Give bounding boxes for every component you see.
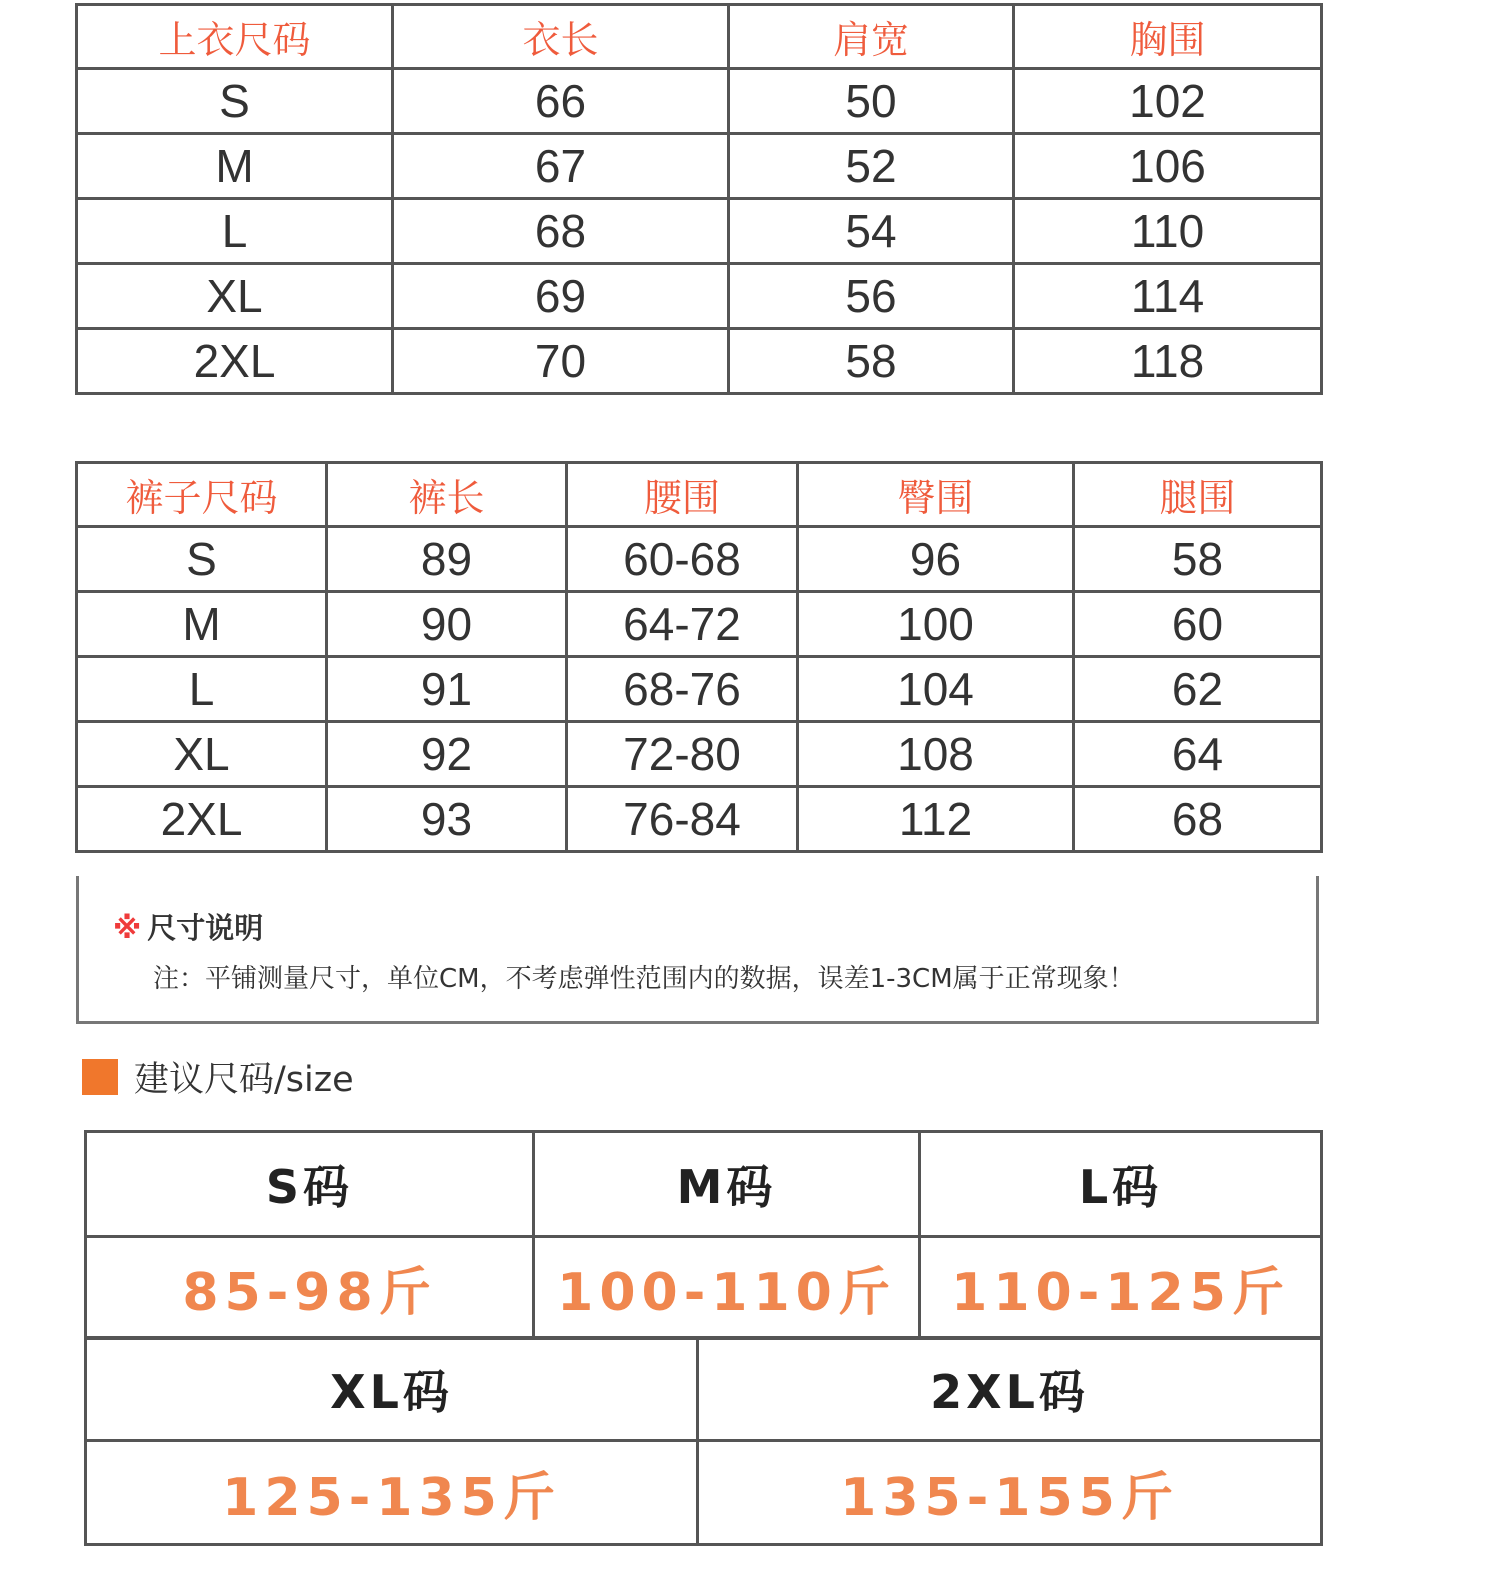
table-cell: 108 [798, 722, 1074, 787]
recommend-section-heading [82, 1055, 354, 1099]
pants-table-header-row [77, 463, 1322, 527]
top-header-chest: 胸围 [1014, 5, 1322, 69]
table-cell: 90 [327, 592, 567, 657]
table-cell: 58 [1074, 527, 1322, 592]
table-row [86, 1441, 1322, 1545]
recommend-weight-xl: 125-135斤 [86, 1441, 698, 1545]
table-cell: XL [77, 264, 393, 329]
table-row [86, 1338, 1322, 1441]
table-cell: 110 [1014, 199, 1322, 264]
pants-header-size: 裤子尺码 [77, 463, 327, 527]
orange-square-icon [82, 1059, 118, 1095]
table-cell: 100 [798, 592, 1074, 657]
table-cell: 67 [393, 134, 729, 199]
size-note-title [113, 906, 263, 947]
top-header-shoulder: 肩宽 [729, 5, 1014, 69]
table-cell: 68 [1074, 787, 1322, 852]
table-cell: 92 [327, 722, 567, 787]
table-cell: 93 [327, 787, 567, 852]
top-header-size: 上衣尺码 [77, 5, 393, 69]
recommend-weight-s: 85-98斤 [86, 1237, 534, 1339]
table-row [86, 1132, 1322, 1237]
pants-header-waist: 腰围 [567, 463, 798, 527]
table-cell: 91 [327, 657, 567, 722]
recommend-weight-2xl: 135-155斤 [698, 1441, 1322, 1545]
pants-header-thigh: 腿围 [1074, 463, 1322, 527]
top-size-table [75, 3, 1323, 395]
size-note-box [76, 876, 1319, 1024]
top-header-length: 衣长 [393, 5, 729, 69]
table-cell: L [77, 199, 393, 264]
table-cell: 70 [393, 329, 729, 394]
table-cell: 62 [1074, 657, 1322, 722]
table-cell: 112 [798, 787, 1074, 852]
table-cell: 60 [1074, 592, 1322, 657]
recommend-size-m: M码 [534, 1132, 920, 1237]
table-cell: M [77, 134, 393, 199]
table-cell: 89 [327, 527, 567, 592]
table-cell: 106 [1014, 134, 1322, 199]
table-row [77, 787, 1322, 852]
recommend-size-l: L码 [920, 1132, 1322, 1237]
table-cell: 68 [393, 199, 729, 264]
table-row [86, 1237, 1322, 1339]
table-cell: 96 [798, 527, 1074, 592]
pants-header-length: 裤长 [327, 463, 567, 527]
table-cell: 104 [798, 657, 1074, 722]
top-table-header-row [77, 5, 1322, 69]
recommend-grid-row2 [84, 1336, 1323, 1546]
table-cell: 60-68 [567, 527, 798, 592]
table-cell: 64-72 [567, 592, 798, 657]
pants-header-hip: 臀围 [798, 463, 1074, 527]
table-cell: 69 [393, 264, 729, 329]
table-cell: 114 [1014, 264, 1322, 329]
recommend-grid-row1 [84, 1130, 1323, 1340]
table-row [77, 134, 1322, 199]
table-cell: 68-76 [567, 657, 798, 722]
size-note-text: 注：平铺测量尺寸，单位CM，不考虑弹性范围内的数据，误差1-3CM属于正常现象！ [153, 964, 1135, 994]
table-row [77, 722, 1322, 787]
table-row [77, 69, 1322, 134]
table-row [77, 264, 1322, 329]
table-row [77, 657, 1322, 722]
table-row [77, 329, 1322, 394]
table-cell: 54 [729, 199, 1014, 264]
recommend-section-title: 建议尺码/size [134, 1060, 354, 1100]
recommend-size-2xl: 2XL码 [698, 1338, 1322, 1441]
table-cell: 102 [1014, 69, 1322, 134]
table-row [77, 199, 1322, 264]
table-cell: 64 [1074, 722, 1322, 787]
table-cell: 72-80 [567, 722, 798, 787]
pants-size-table [75, 461, 1323, 853]
table-cell: 52 [729, 134, 1014, 199]
recommend-size-xl: XL码 [86, 1338, 698, 1441]
table-cell: XL [77, 722, 327, 787]
table-cell: 2XL [77, 787, 327, 852]
table-cell: 2XL [77, 329, 393, 394]
table-cell: 118 [1014, 329, 1322, 394]
table-cell: 58 [729, 329, 1014, 394]
table-cell: 76-84 [567, 787, 798, 852]
table-cell: 50 [729, 69, 1014, 134]
reference-mark-icon: ※ [113, 911, 142, 945]
table-cell: 56 [729, 264, 1014, 329]
recommend-weight-m: 100-110斤 [534, 1237, 920, 1339]
table-cell: L [77, 657, 327, 722]
table-cell: S [77, 69, 393, 134]
size-note-title-text: 尺寸说明 [147, 911, 264, 945]
table-cell: 66 [393, 69, 729, 134]
table-cell: M [77, 592, 327, 657]
table-cell: S [77, 527, 327, 592]
table-row [77, 592, 1322, 657]
recommend-size-s: S码 [86, 1132, 534, 1237]
table-row [77, 527, 1322, 592]
recommend-weight-l: 110-125斤 [920, 1237, 1322, 1339]
